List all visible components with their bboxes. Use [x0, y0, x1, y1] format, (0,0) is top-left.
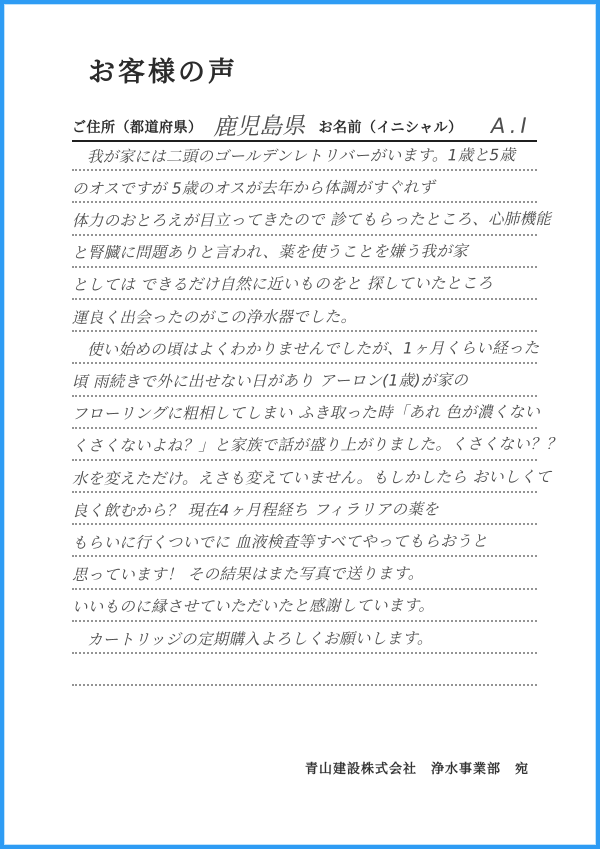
address-value-handwritten: 鹿児島県	[212, 113, 305, 141]
handwritten-line	[72, 268, 537, 300]
handwritten-line	[72, 139, 537, 171]
handwritten-line	[71, 429, 562, 461]
line-text: もらいに行くついでに 血液検査等すべてやってもらおうと	[71, 532, 488, 552]
line-text: と腎臓に問題ありと言われ、薬を使うことを嫌う我が家	[71, 242, 468, 263]
line-text: カートリッジの定期購入よろしくお願いします。	[86, 628, 433, 649]
header-fields	[72, 108, 537, 142]
handwritten-line	[71, 461, 552, 493]
handwritten-line	[72, 493, 537, 525]
handwritten-line	[72, 332, 540, 364]
handwritten-line	[72, 236, 537, 268]
handwritten-line	[72, 590, 537, 622]
page-title: お客様の声	[88, 57, 238, 88]
handwritten-line	[72, 525, 537, 557]
line-text: のオスですが 5歳のオスが去年から体調がすぐれず	[71, 178, 435, 198]
line-text: くさくないよね？」と家族で話が盛り上がりました。くさくない？？	[71, 435, 562, 456]
name-label: お名前（イニシャル）	[318, 120, 463, 136]
handwritten-line	[72, 364, 537, 396]
line-text: 水を変えただけ。えさも変えていません。もしかしたら おいしくて	[71, 467, 552, 488]
line-text: としては できるだけ自然に近いものをと 探していたところ	[71, 274, 494, 295]
empty-ruled-line	[72, 654, 537, 686]
handwritten-line	[72, 300, 537, 332]
handwritten-line	[72, 171, 537, 203]
line-text: 良く飲むから？ 現在4ヶ月程経ち フィラリアの薬を	[71, 500, 439, 520]
line-text: 体力のおとろえが目立ってきたので 診てもらったところ、心肺機能	[71, 209, 552, 231]
line-text: 運良く出会ったのがこの浄水器でした。	[71, 307, 357, 327]
ruled-note-area	[71, 139, 562, 686]
line-text: いいものに縁させていただいたと感謝しています。	[71, 596, 435, 617]
handwritten-line	[71, 203, 552, 235]
footer-recipient: 青山建設株式会社 浄水事業部 宛	[304, 762, 529, 777]
line-text: 使い始めの頃はよくわかりませんでしたが、1ヶ月くらい経った	[86, 338, 540, 359]
handwritten-line	[72, 622, 537, 654]
line-text: 思っています！ その結果はまた写真で送ります。	[71, 564, 424, 585]
handwritten-line	[71, 397, 541, 429]
line-text: フローリングに粗相してしまい ふき取った時「あれ 色が濃くない	[71, 403, 541, 424]
address-label: ご住所（都道府県）	[72, 120, 203, 136]
handwritten-line	[72, 557, 537, 589]
line-text: 我が家には二頭のゴールデンレトリバーがいます。1歳と5歳	[86, 145, 516, 166]
line-text: 頃 雨続きで外に出せない日があり アーロン(1歳)が家の	[71, 371, 469, 392]
name-value-handwritten: A.I	[490, 113, 531, 139]
